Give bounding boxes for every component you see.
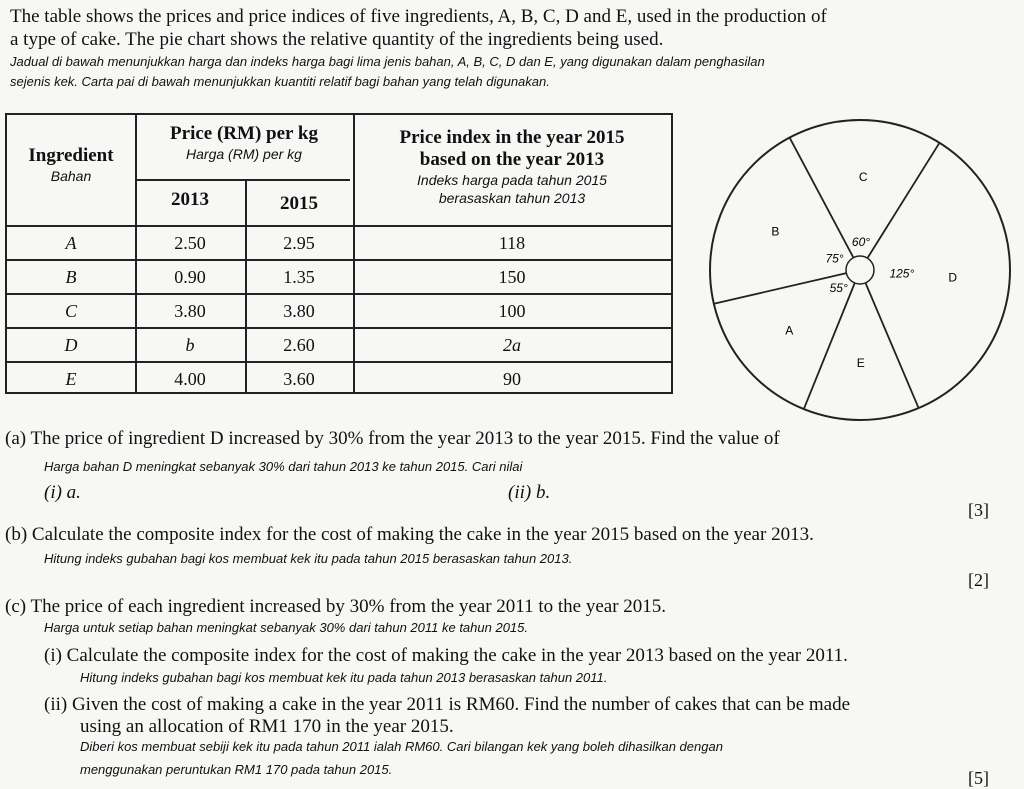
cell-ingredient: C [64,301,77,321]
question-c-i-malay: Hitung indeks gubahan bagi kos membuat kek itu pada tahun 2013 berasaskan tahun 2011. [80,670,608,685]
pie-chart [690,110,1020,425]
question-a-i: (i) a. [44,482,81,503]
question-c: (c) The price of each ingredient increased by 30% from the year 2011 to the year 2015. [5,596,667,617]
cell-index: 118 [498,233,526,253]
cell-price-2013: 4.00 [174,369,206,389]
cell-ingredient: A [65,233,77,253]
cell-price-2015: 2.60 [283,335,315,355]
pie-divider-a [804,283,855,409]
pie-angle-label-a: 55° [829,281,848,296]
cell-price-2015: 3.60 [283,369,315,389]
cell-price-2015: 1.35 [283,267,315,287]
intro-line-2: a type of cake. The pie chart shows the relative quantity of the ingredients being used. [10,29,664,50]
question-a-ii: (ii) b. [508,482,551,503]
cell-price-2013: 2.50 [174,233,206,253]
intro-malay-line-2: sejenis kek. Carta pai di bawah menunjukkan kuantiti relatif bagi bahan yang telah digunakan. [10,74,550,89]
pie-slice-label-c: C [858,170,868,185]
pie-divider-d [867,143,939,258]
question-c-ii-malay-1: Diberi kos membuat sebiji kek itu pada tahun 2011 ialah RM60. Cari bilangan kek yang boleh dihasilkan dengan [80,739,723,754]
question-a: (a) The price of ingredient D increased by 30% from the year 2013 to the year 2015. Find the value of [5,428,780,449]
pie-angle-label-c: 60° [851,235,871,250]
cell-ingredient: B [65,267,77,287]
intro-line-1: The table shows the prices and price indices of five ingredients, A, B, C, D and E, used in the production of [10,6,827,27]
pie-angle-label-d: 125° [889,266,915,281]
cell-index: 90 [503,369,521,389]
cell-index: 150 [498,267,526,287]
pie-slice-label-b: B [771,224,780,239]
header-ingredient: Ingredient [28,145,114,166]
intro-malay-line-1: Jadual di bawah menunjukkan harga dan indeks harga bagi lima jenis bahan, A, B, C, D dan E, yang digunakan dalam penghasilan [10,54,765,69]
cell-price-2013: 0.90 [174,267,206,287]
question-c-ii-line-2: using an allocation of RM1 170 in the year 2015. [80,716,454,737]
price-index-table [5,113,673,394]
cell-ingredient: D [64,335,78,355]
header-year-2015: 2015 [280,193,318,214]
cell-price-2013: 3.80 [174,301,206,321]
cell-index: 2a [503,335,521,355]
question-c-i: (i) Calculate the composite index for the cost of making the cake in the year 2013 based on the year 2011. [44,645,848,666]
marks-b: [2] [968,570,989,590]
header-ingredient-malay: Bahan [50,168,92,184]
cell-price-2015: 3.80 [283,301,315,321]
header-price: Price (RM) per kg [170,123,318,144]
question-a-malay: Harga bahan D meningkat sebanyak 30% dari tahun 2013 ke tahun 2015. Cari nilai [44,459,523,474]
pie-center-circle [846,256,874,284]
pie-slice-label-e: E [856,355,865,370]
question-b: (b) Calculate the composite index for the cost of making the cake in the year 2015 based on the year 2013. [5,524,814,545]
pie-divider-c [790,138,854,258]
pie-slice-label-d: D [948,270,958,285]
cell-price-2013: b [185,335,195,355]
question-b-malay: Hitung indeks gubahan bagi kos membuat kek itu pada tahun 2015 berasaskan tahun 2013. [44,551,573,566]
question-c-ii-malay-2: menggunakan peruntukan RM1 170 pada tahun 2015. [80,762,393,777]
cell-ingredient: E [65,369,77,389]
header-index-malay-1: Indeks harga pada tahun 2015 [417,172,607,188]
marks-c: [5] [968,768,989,788]
pie-divider-e [865,283,918,408]
pie-slice-label-a: A [785,323,794,338]
question-c-malay: Harga untuk setiap bahan meningkat sebanyak 30% dari tahun 2011 ke tahun 2015. [44,620,528,635]
header-year-2013: 2013 [171,189,209,210]
cell-index: 100 [498,301,526,321]
header-index-2: based on the year 2013 [419,149,605,170]
header-index-1: Price index in the year 2015 [399,127,625,148]
pie-angle-label-b: 75° [825,251,844,266]
question-c-ii-line-1: (ii) Given the cost of making a cake in the year 2011 is RM60. Find the number of cakes that can be made [44,694,851,715]
cell-price-2015: 2.95 [283,233,315,253]
header-index-malay-2: berasaskan tahun 2013 [438,190,586,206]
header-price-malay: Harga (RM) per kg [186,146,302,162]
marks-a: [3] [968,500,989,520]
pie-outline [710,120,1010,420]
pie-divider-b [714,273,847,304]
